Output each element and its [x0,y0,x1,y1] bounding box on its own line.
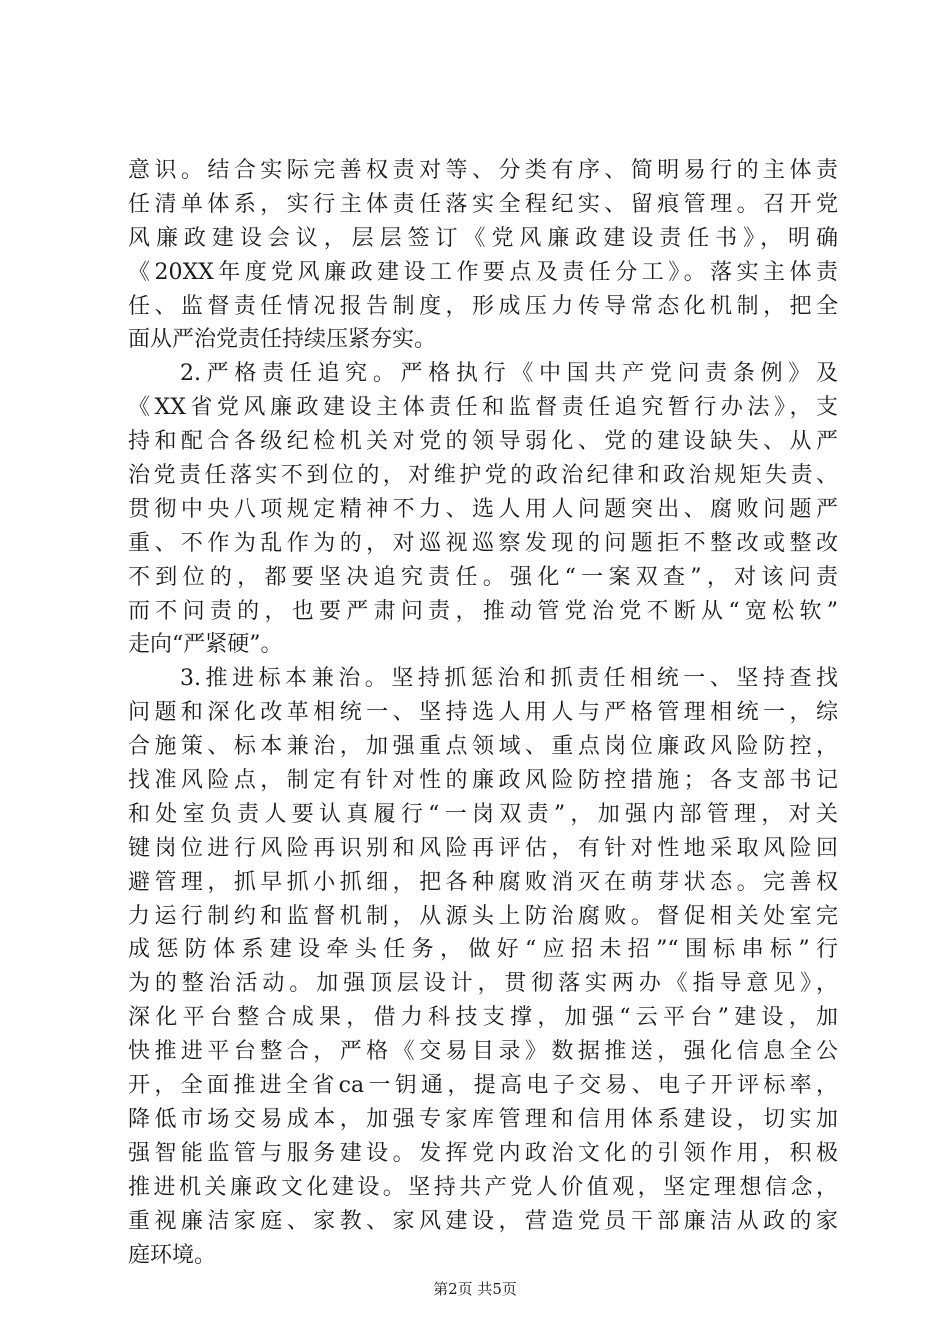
text-line: 成惩防体系建设牵头任务，做好“应招未招”“围标串标”行 [128,937,838,963]
text-line: 《XX省党风廉政建设主体责任和监督责任追究暂行办法》，支 [128,395,838,421]
text-line: 深化平台整合成果，借力科技支撑，加强“云平台”建设，加 [128,1005,838,1031]
text-line: 风廉政建设会议，层层签订《党风廉政建设责任书》，明确 [128,225,838,251]
text-line: 开，全面推进全省ca一钥通，提高电子交易、电子开评标率， [128,1073,838,1099]
text-line: 任清单体系，实行主体责任落实全程纪实、留痕管理。召开党 [128,191,838,217]
page-number-footer: 第2页 共5页 [433,1280,517,1298]
text-line: 《20XX年度党风廉政建设工作要点及责任分工》。落实主体责 [128,259,838,285]
text-line: 而不问责的，也要严肃问责，推动管党治党不断从“宽松软” [128,598,838,624]
text-line: 任、监督责任情况报告制度，形成压力传导常态化机制，把全 [128,293,838,319]
text-line: 找准风险点，制定有针对性的廉政风险防控措施；各支部书记 [128,768,838,794]
text-line: 不到位的，都要坚决追究责任。强化“一案双查”，对该问责 [128,564,838,590]
text-line: 降低市场交易成本，加强专家库管理和信用体系建设，切实加 [128,1106,838,1132]
paragraph-3-first-line: 3.推进标本兼治。坚持抓惩治和抓责任相统一、坚持查找 [180,666,838,692]
text-line: 键岗位进行风险再识别和风险再评估，有针对性地采取风险回 [128,835,838,861]
text-line: 重视廉洁家庭、家教、家风建设，营造党员干部廉洁从政的家 [128,1208,838,1234]
document-body [128,154,838,1272]
text-line: 持和配合各级纪检机关对党的领导弱化、党的建设缺失、从严 [128,429,838,455]
paragraph-2-first-line: 2.严格责任追究。严格执行《中国共产党问责条例》及 [180,361,838,387]
text-line: 治党责任落实不到位的，对维护党的政治纪律和政治规矩失责、 [128,463,838,489]
text-line: 贯彻中央八项规定精神不力、选人用人问题突出、腐败问题严 [128,496,838,522]
text-line: 合施策、标本兼治，加强重点领域、重点岗位廉政风险防控， [128,734,838,760]
text-line: 为的整治活动。加强顶层设计，贯彻落实两办《指导意见》， [128,971,838,997]
text-line: 面从严治党责任持续压紧夯实。 [128,327,437,353]
text-line: 避管理，抓早抓小抓细，把各种腐败消灭在萌芽状态。完善权 [128,869,838,895]
text-line: 重、不作为乱作为的，对巡视巡察发现的问题拒不整改或整改 [128,530,838,556]
text-line: 力运行制约和监督机制，从源头上防治腐败。督促相关处室完 [128,903,838,929]
text-line: 推进机关廉政文化建设。坚持共产党人价值观，坚定理想信念， [128,1174,838,1200]
text-line: 庭环境。 [128,1242,217,1268]
text-line: 快推进平台整合，严格《交易目录》数据推送，强化信息全公 [128,1039,838,1065]
text-line: 意识。结合实际完善权责对等、分类有序、简明易行的主体责 [128,158,838,183]
text-line: 和处室负责人要认真履行“一岗双责”，加强内部管理，对关 [128,801,838,827]
text-line: 走向“严紧硬”。 [128,632,283,658]
text-line: 问题和深化改革相统一、坚持选人用人与严格管理相统一，综 [128,700,838,726]
text-line: 强智能监管与服务建设。发挥党内政治文化的引领作用，积极 [128,1140,838,1166]
